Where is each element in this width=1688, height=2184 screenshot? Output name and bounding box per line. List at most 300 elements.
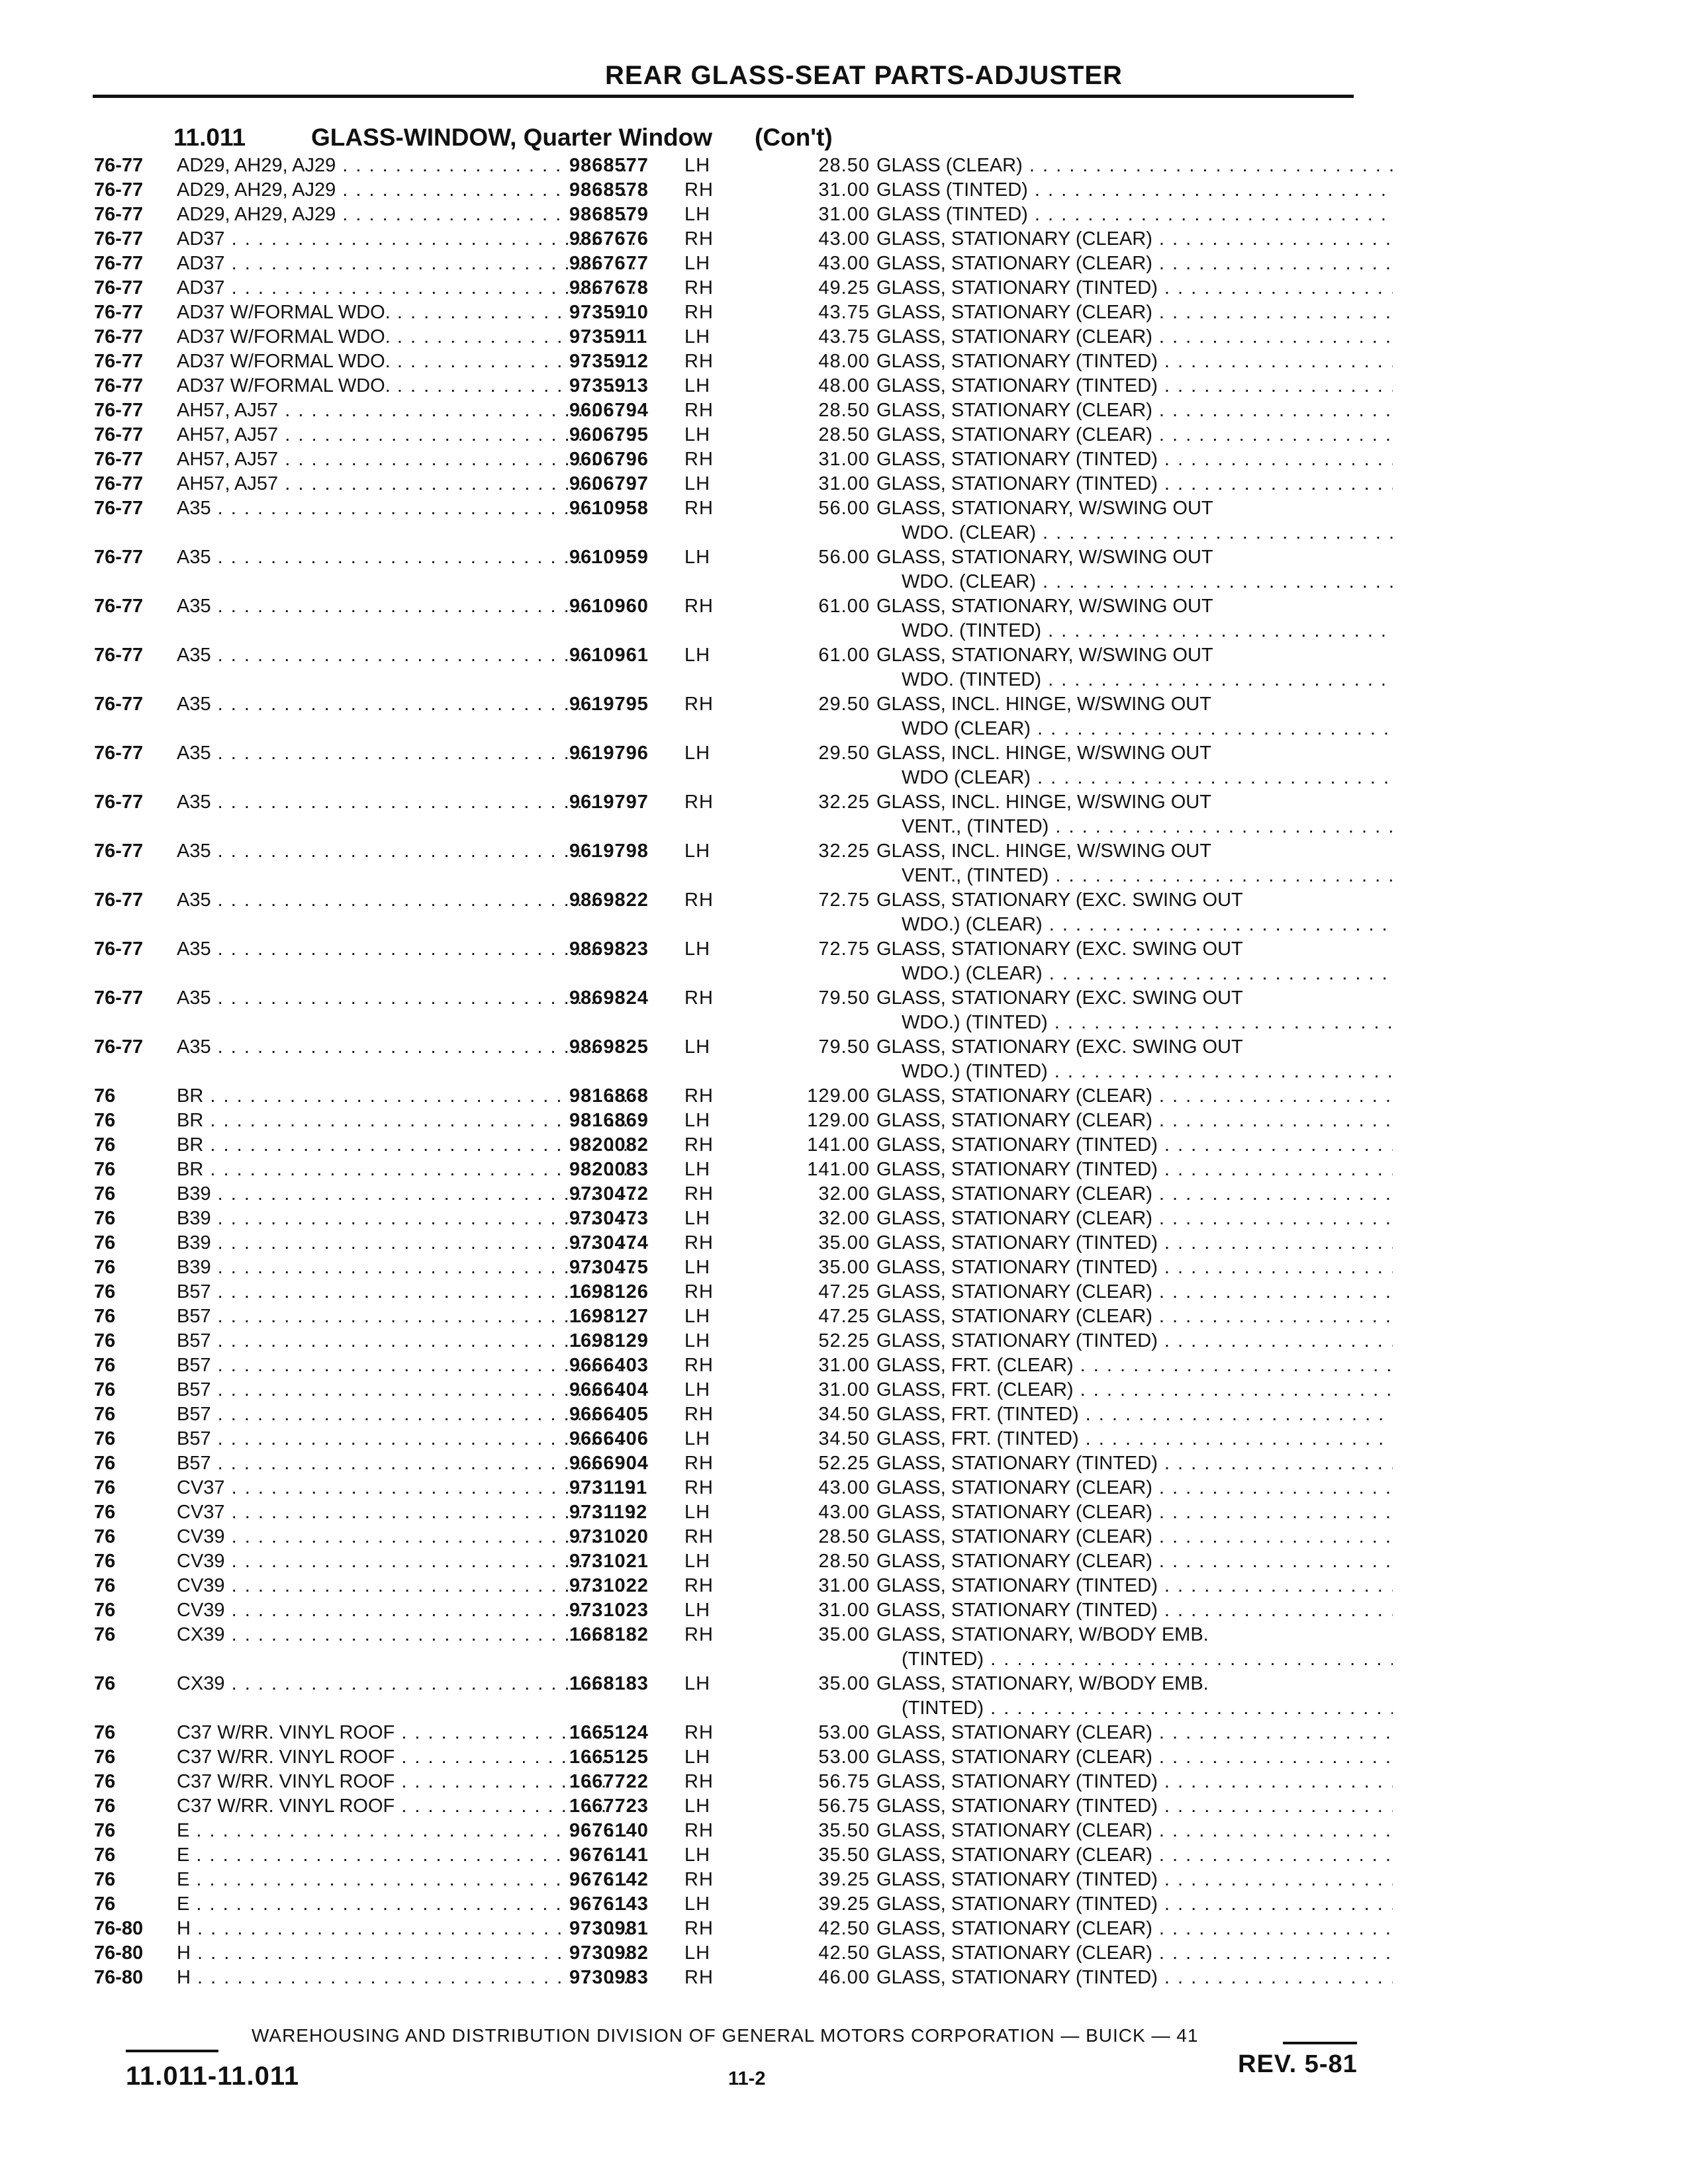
side-cell: LH: [684, 547, 711, 568]
model-cell: AH57, AJ57 . . .: [177, 447, 635, 472]
year-cell: 76: [94, 1110, 116, 1131]
table-row: [94, 1598, 1391, 1623]
table-row: [94, 1182, 1391, 1206]
price-cell: 46.00: [818, 1967, 870, 1988]
row-main-line: [94, 1745, 1391, 1770]
model-cell: H . . .: [177, 1966, 635, 1990]
description-continuation: WDO. (TINTED) . . .: [902, 619, 1393, 643]
model-cell: CX39 . . .: [177, 1672, 635, 1696]
price-cell: 31.00: [818, 1600, 870, 1621]
year-cell: 76: [94, 1085, 116, 1107]
description-cell: GLASS, INCL. HINGE, W/SWING OUT: [876, 841, 1211, 862]
description-cell: GLASS, STATIONARY (CLEAR) . . .: [876, 1206, 1393, 1231]
part-number-cell: 9606796: [569, 449, 649, 470]
table-row: [94, 1231, 1391, 1255]
description-continuation: WDO.) (CLEAR) . . .: [902, 913, 1393, 937]
model-cell: E . . .: [177, 1892, 635, 1917]
part-number-cell: 9730472: [569, 1183, 649, 1205]
row-main-line: [94, 1206, 1391, 1231]
side-cell: RH: [684, 694, 714, 715]
part-number-cell: 9676140: [569, 1820, 649, 1841]
part-number-cell: 9606794: [569, 400, 649, 421]
side-cell: RH: [684, 1232, 714, 1253]
description-cell: GLASS (TINTED) . . .: [876, 203, 1393, 227]
year-cell: 76-77: [94, 596, 144, 617]
side-cell: LH: [684, 1036, 711, 1058]
year-cell: 76: [94, 1281, 116, 1302]
price-cell: 32.25: [818, 792, 870, 813]
price-cell: 43.00: [818, 228, 870, 250]
description-cell: GLASS, STATIONARY (EXC. SWING OUT: [876, 987, 1243, 1009]
side-cell: LH: [684, 1379, 711, 1400]
side-cell: RH: [684, 1820, 714, 1841]
row-main-line: [94, 423, 1391, 447]
part-number-cell: 1667723: [569, 1796, 649, 1817]
price-cell: 35.00: [818, 1232, 870, 1253]
description-cell: GLASS, STATIONARY (TINTED) . . .: [876, 447, 1393, 472]
row-main-line: [94, 839, 1391, 864]
price-cell: 32.00: [818, 1183, 870, 1205]
model-cell: AD29, AH29, AJ29 . . .: [177, 154, 635, 178]
table-row: [94, 1966, 1391, 1990]
row-main-line: [94, 1402, 1391, 1427]
description-cell: GLASS, STATIONARY, W/SWING OUT: [876, 596, 1213, 617]
part-number-cell: 9816868: [569, 1085, 649, 1107]
part-number-cell: 9869822: [569, 889, 649, 911]
side-cell: LH: [684, 1600, 711, 1621]
row-main-line: [94, 1451, 1391, 1476]
model-cell: B57 . . .: [177, 1378, 635, 1402]
model-cell: A35 . . .: [177, 545, 635, 570]
side-cell: RH: [684, 228, 714, 250]
part-number-cell: 9731022: [569, 1575, 649, 1596]
description-cell: GLASS, STATIONARY (CLEAR) . . .: [876, 227, 1393, 251]
model-cell: B57 . . .: [177, 1451, 635, 1476]
description-continuation: WDO.) (TINTED) . . .: [902, 1011, 1393, 1035]
side-cell: RH: [684, 1624, 714, 1645]
side-cell: LH: [684, 1893, 711, 1915]
price-cell: 52.25: [818, 1453, 870, 1474]
table-row: [94, 203, 1391, 227]
part-number-cell: 9816869: [569, 1110, 649, 1131]
description-cell: GLASS, FRT. (TINTED) . . .: [876, 1402, 1393, 1427]
description-cell: GLASS, STATIONARY (TINTED) . . .: [876, 1868, 1393, 1892]
description-cell: GLASS, STATIONARY (CLEAR) . . .: [876, 1819, 1393, 1843]
description-cell: GLASS, STATIONARY (CLEAR) . . .: [876, 1745, 1393, 1770]
part-number-cell: 9730475: [569, 1257, 649, 1278]
part-number-cell: 9869823: [569, 938, 649, 960]
side-cell: LH: [684, 1844, 711, 1866]
footer-code: 11.011-11.011: [126, 2062, 300, 2091]
table-row: [94, 1329, 1391, 1353]
part-number-cell: 9820082: [569, 1134, 649, 1156]
price-cell: 31.00: [818, 449, 870, 470]
description-cell: GLASS, STATIONARY (CLEAR) . . .: [876, 1549, 1393, 1574]
year-cell: 76: [94, 1306, 116, 1327]
table-row: [94, 741, 1391, 790]
row-continuation-line: [94, 717, 1391, 741]
part-number-cell: 1698127: [569, 1306, 649, 1327]
row-main-line: [94, 251, 1391, 276]
price-cell: 32.00: [818, 1208, 870, 1229]
year-cell: 76: [94, 1208, 116, 1229]
year-cell: 76-80: [94, 1967, 144, 1988]
table-row: [94, 643, 1391, 692]
table-row: [94, 496, 1391, 545]
model-cell: CV39 . . .: [177, 1525, 635, 1549]
row-main-line: [94, 1598, 1391, 1623]
description-continuation: VENT., (TINTED) . . .: [902, 815, 1393, 839]
part-number-cell: 1668182: [569, 1624, 649, 1645]
section-number: 11.011: [173, 124, 246, 151]
side-cell: RH: [684, 1722, 714, 1743]
row-main-line: [94, 1941, 1391, 1966]
side-cell: RH: [684, 1575, 714, 1596]
side-cell: RH: [684, 1771, 714, 1792]
description-cell: GLASS, STATIONARY (CLEAR) . . .: [876, 1109, 1393, 1133]
model-cell: A35 . . .: [177, 643, 635, 668]
part-number-cell: 1665124: [569, 1722, 649, 1743]
description-cell: GLASS, STATIONARY (EXC. SWING OUT: [876, 1036, 1243, 1058]
model-cell: A35 . . .: [177, 888, 635, 913]
table-row: [94, 1255, 1391, 1280]
side-cell: RH: [684, 1526, 714, 1547]
year-cell: 76-77: [94, 987, 144, 1009]
description-cell: GLASS, STATIONARY (CLEAR) . . .: [876, 1917, 1393, 1941]
description-continuation: WDO. (CLEAR) . . .: [902, 521, 1393, 545]
year-cell: 76: [94, 1232, 116, 1253]
row-main-line: [94, 643, 1391, 668]
row-main-line: [94, 1158, 1391, 1182]
row-main-line: [94, 1721, 1391, 1745]
side-cell: RH: [684, 1134, 714, 1156]
description-cell: GLASS, STATIONARY (CLEAR) . . .: [876, 1280, 1393, 1304]
table-row: [94, 227, 1391, 251]
row-continuation-line: [94, 1060, 1391, 1084]
table-row: [94, 251, 1391, 276]
part-number-cell: 9619795: [569, 694, 649, 715]
price-cell: 39.25: [818, 1869, 870, 1890]
table-row: [94, 349, 1391, 374]
model-cell: AH57, AJ57 . . .: [177, 398, 635, 423]
price-cell: 56.75: [818, 1771, 870, 1792]
row-continuation-line: [94, 570, 1391, 594]
description-cell: GLASS, STATIONARY (EXC. SWING OUT: [876, 938, 1243, 960]
row-main-line: [94, 1255, 1391, 1280]
model-cell: AD37 W/FORMAL WDO. . . .: [177, 325, 635, 349]
year-cell: 76-77: [94, 326, 144, 347]
part-number-cell: 1698129: [569, 1330, 649, 1351]
price-cell: 42.50: [818, 1918, 870, 1939]
row-continuation-line: [94, 619, 1391, 643]
part-number-cell: 9867676: [569, 228, 649, 250]
side-cell: RH: [684, 351, 714, 372]
table-row: [94, 1304, 1391, 1329]
side-cell: RH: [684, 1453, 714, 1474]
row-main-line: [94, 1035, 1391, 1060]
description-continuation: (TINTED) . . .: [902, 1647, 1393, 1672]
price-cell: 31.00: [818, 1575, 870, 1596]
part-number-cell: 9619796: [569, 743, 649, 764]
description-continuation: WDO (CLEAR) . . .: [902, 766, 1393, 790]
model-cell: A35 . . .: [177, 937, 635, 962]
table-row: [94, 790, 1391, 839]
part-number-cell: 9666403: [569, 1355, 649, 1376]
description-continuation: WDO. (CLEAR) . . .: [902, 570, 1393, 594]
year-cell: 76-80: [94, 1942, 144, 1964]
description-cell: GLASS, STATIONARY (CLEAR) . . .: [876, 1304, 1393, 1329]
year-cell: 76-77: [94, 449, 144, 470]
year-cell: 76: [94, 1747, 116, 1768]
description-cell: GLASS, STATIONARY (CLEAR) . . .: [876, 1182, 1393, 1206]
part-number-cell: 1668183: [569, 1673, 649, 1694]
price-cell: 72.75: [818, 889, 870, 911]
year-cell: 76-77: [94, 841, 144, 862]
row-main-line: [94, 937, 1391, 962]
price-cell: 141.00: [807, 1134, 870, 1156]
model-cell: A35 . . .: [177, 1035, 635, 1060]
description-cell: GLASS, STATIONARY (CLEAR) . . .: [876, 1721, 1393, 1745]
side-cell: RH: [684, 1281, 714, 1302]
model-cell: C37 W/RR. VINYL ROOF . . .: [177, 1745, 635, 1770]
year-cell: 76: [94, 1404, 116, 1425]
part-number-cell: 9868578: [569, 179, 649, 201]
price-cell: 47.25: [818, 1281, 870, 1302]
part-number-cell: 9869825: [569, 1036, 649, 1058]
row-main-line: [94, 300, 1391, 325]
model-cell: AD37 W/FORMAL WDO. . . .: [177, 349, 635, 374]
part-number-cell: 9731023: [569, 1600, 649, 1621]
part-number-cell: 9676142: [569, 1869, 649, 1890]
side-cell: LH: [684, 1330, 711, 1351]
side-cell: RH: [684, 1869, 714, 1890]
row-continuation-line: [94, 864, 1391, 888]
model-cell: C37 W/RR. VINYL ROOF . . .: [177, 1721, 635, 1745]
row-continuation-line: [94, 815, 1391, 839]
side-cell: RH: [684, 1404, 714, 1425]
price-cell: 56.00: [818, 547, 870, 568]
model-cell: H . . .: [177, 1941, 635, 1966]
description-continuation: VENT., (TINTED) . . .: [902, 864, 1393, 888]
description-cell: GLASS, FRT. (CLEAR) . . .: [876, 1353, 1393, 1378]
part-number-cell: 1665125: [569, 1747, 649, 1768]
row-main-line: [94, 178, 1391, 203]
price-cell: 31.00: [818, 1355, 870, 1376]
side-cell: RH: [684, 400, 714, 421]
model-cell: A35 . . .: [177, 594, 635, 619]
year-cell: 76: [94, 1379, 116, 1400]
side-cell: RH: [684, 596, 714, 617]
row-main-line: [94, 1378, 1391, 1402]
year-cell: 76: [94, 1551, 116, 1572]
description-cell: GLASS, INCL. HINGE, W/SWING OUT: [876, 743, 1211, 764]
side-cell: LH: [684, 1673, 711, 1694]
row-main-line: [94, 545, 1391, 570]
table-row: [94, 1672, 1391, 1721]
row-main-line: [94, 1304, 1391, 1329]
description-cell: GLASS, STATIONARY (CLEAR) . . .: [876, 398, 1393, 423]
price-cell: 43.00: [818, 1477, 870, 1498]
row-main-line: [94, 1231, 1391, 1255]
side-cell: LH: [684, 1306, 711, 1327]
part-number-cell: 9666404: [569, 1379, 649, 1400]
model-cell: AH57, AJ57 . . .: [177, 472, 635, 496]
side-cell: RH: [684, 987, 714, 1009]
part-number-cell: 9868579: [569, 204, 649, 225]
row-main-line: [94, 276, 1391, 300]
price-cell: 42.50: [818, 1942, 870, 1964]
table-row: [94, 1525, 1391, 1549]
price-cell: 31.00: [818, 179, 870, 201]
row-continuation-line: [94, 962, 1391, 986]
table-row: [94, 374, 1391, 398]
side-cell: RH: [684, 179, 714, 201]
row-main-line: [94, 1623, 1391, 1647]
year-cell: 76: [94, 1820, 116, 1841]
year-cell: 76: [94, 1453, 116, 1474]
description-cell: GLASS (CLEAR) . . .: [876, 154, 1393, 178]
side-cell: LH: [684, 253, 711, 274]
model-cell: BR . . .: [177, 1158, 635, 1182]
year-cell: 76-77: [94, 302, 144, 323]
price-cell: 61.00: [818, 645, 870, 666]
price-cell: 48.00: [818, 375, 870, 396]
year-cell: 76-77: [94, 253, 144, 274]
side-cell: LH: [684, 1208, 711, 1229]
table-row: [94, 545, 1391, 594]
table-row: [94, 1035, 1391, 1084]
row-main-line: [94, 1329, 1391, 1353]
side-cell: LH: [684, 743, 711, 764]
part-number-cell: 9610958: [569, 498, 649, 519]
model-cell: AD37 W/FORMAL WDO. . . .: [177, 300, 635, 325]
side-cell: LH: [684, 1110, 711, 1131]
description-cell: GLASS, STATIONARY (TINTED) . . .: [876, 1231, 1393, 1255]
part-number-cell: 9730982: [569, 1942, 649, 1964]
model-cell: B39 . . .: [177, 1182, 635, 1206]
row-main-line: [94, 741, 1391, 766]
row-main-line: [94, 1917, 1391, 1941]
side-cell: LH: [684, 473, 711, 494]
model-cell: BR . . .: [177, 1084, 635, 1109]
side-cell: LH: [684, 1502, 711, 1523]
price-cell: 31.00: [818, 204, 870, 225]
row-main-line: [94, 1525, 1391, 1549]
year-cell: 76-77: [94, 889, 144, 911]
row-main-line: [94, 472, 1391, 496]
description-cell: GLASS, STATIONARY (CLEAR) . . .: [876, 1941, 1393, 1966]
side-cell: LH: [684, 1796, 711, 1817]
table-row: [94, 1378, 1391, 1402]
description-cell: GLASS, STATIONARY (CLEAR) . . .: [876, 300, 1393, 325]
part-number-cell: 9735912: [569, 351, 649, 372]
year-cell: 76: [94, 1428, 116, 1449]
price-cell: 35.50: [818, 1820, 870, 1841]
header-title: REAR GLASS-SEAT PARTS-ADJUSTER: [605, 61, 1123, 90]
year-cell: 76-77: [94, 1036, 144, 1058]
model-cell: CV39 . . .: [177, 1598, 635, 1623]
part-number-cell: 9731020: [569, 1526, 649, 1547]
side-cell: LH: [684, 204, 711, 225]
description-cell: GLASS, STATIONARY (TINTED) . . .: [876, 276, 1393, 300]
price-cell: 129.00: [807, 1085, 870, 1107]
price-cell: 52.25: [818, 1330, 870, 1351]
table-row: [94, 937, 1391, 986]
description-continuation: (TINTED) . . .: [902, 1696, 1393, 1721]
table-row: [94, 1133, 1391, 1158]
table-row: [94, 1868, 1391, 1892]
description-cell: GLASS, STATIONARY (TINTED) . . .: [876, 1770, 1393, 1794]
description-cell: GLASS, INCL. HINGE, W/SWING OUT: [876, 792, 1211, 813]
year-cell: 76-77: [94, 547, 144, 568]
description-cell: GLASS, STATIONARY (TINTED) . . .: [876, 1892, 1393, 1917]
table-row: [94, 1941, 1391, 1966]
year-cell: 76-77: [94, 277, 144, 298]
price-cell: 34.50: [818, 1428, 870, 1449]
row-continuation-line: [94, 521, 1391, 545]
year-cell: 76-80: [94, 1918, 144, 1939]
price-cell: 47.25: [818, 1306, 870, 1327]
model-cell: CX39 . . .: [177, 1623, 635, 1647]
part-number-cell: 9730474: [569, 1232, 649, 1253]
price-cell: 56.75: [818, 1796, 870, 1817]
description-cell: GLASS, STATIONARY, W/SWING OUT: [876, 498, 1213, 519]
model-cell: A35 . . .: [177, 741, 635, 766]
model-cell: B57 . . .: [177, 1353, 635, 1378]
part-number-cell: 9730983: [569, 1967, 649, 1988]
row-main-line: [94, 1500, 1391, 1525]
part-number-cell: 9666904: [569, 1453, 649, 1474]
row-main-line: [94, 1476, 1391, 1500]
year-cell: 76: [94, 1600, 116, 1621]
description-cell: GLASS, STATIONARY (CLEAR) . . .: [876, 1476, 1393, 1500]
side-cell: LH: [684, 645, 711, 666]
table-row: [94, 300, 1391, 325]
side-cell: LH: [684, 1159, 711, 1180]
description-cell: GLASS, STATIONARY (EXC. SWING OUT: [876, 889, 1243, 911]
table-row: [94, 1745, 1391, 1770]
year-cell: 76: [94, 1673, 116, 1694]
year-cell: 76-77: [94, 375, 144, 396]
part-number-cell: 9735911: [569, 326, 648, 347]
description-cell: GLASS (TINTED) . . .: [876, 178, 1393, 203]
part-number-cell: 9867678: [569, 277, 649, 298]
model-cell: E . . .: [177, 1868, 635, 1892]
side-cell: RH: [684, 302, 714, 323]
price-cell: 29.50: [818, 694, 870, 715]
side-cell: RH: [684, 1183, 714, 1205]
side-cell: RH: [684, 1477, 714, 1498]
table-row: [94, 1721, 1391, 1745]
price-cell: 35.00: [818, 1624, 870, 1645]
row-main-line: [94, 1353, 1391, 1378]
table-row: [94, 692, 1391, 741]
description-cell: GLASS, STATIONARY, W/BODY EMB.: [876, 1624, 1209, 1645]
side-cell: RH: [684, 1355, 714, 1376]
side-cell: LH: [684, 938, 711, 960]
price-cell: 48.00: [818, 351, 870, 372]
year-cell: 76: [94, 1869, 116, 1890]
price-cell: 43.00: [818, 253, 870, 274]
part-number-cell: 1667722: [569, 1771, 649, 1792]
side-cell: RH: [684, 498, 714, 519]
price-cell: 39.25: [818, 1893, 870, 1915]
description-cell: GLASS, STATIONARY (TINTED) . . .: [876, 374, 1393, 398]
row-main-line: [94, 227, 1391, 251]
footer-text: WAREHOUSING AND DISTRIBUTION DIVISION OF GENERAL MOTORS CORPORATION — BUICK — 41: [252, 2025, 1199, 2046]
side-cell: RH: [684, 889, 714, 911]
table-row: [94, 398, 1391, 423]
